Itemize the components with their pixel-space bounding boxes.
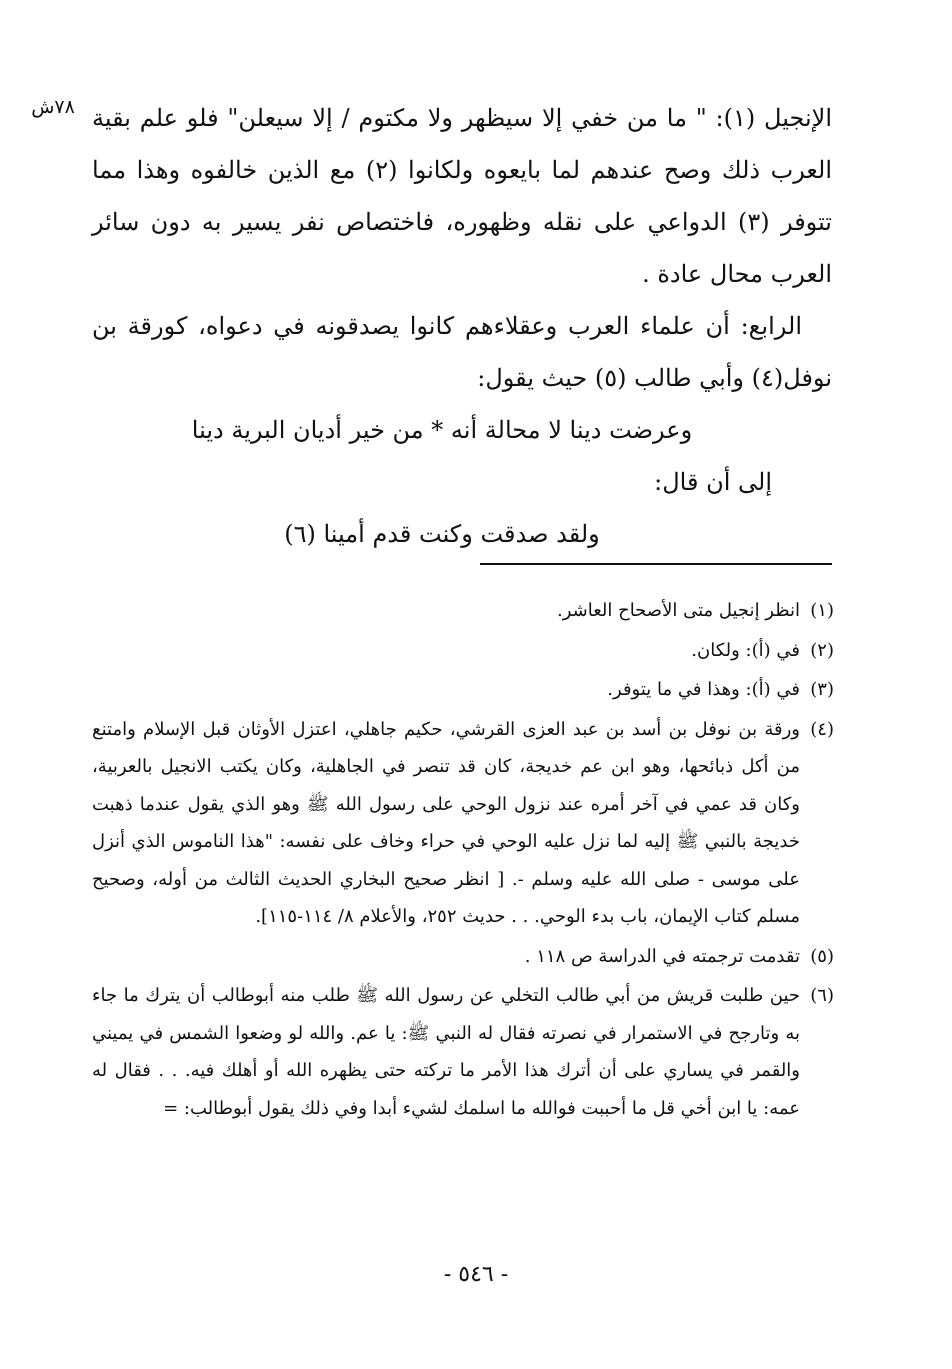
footnote-3 [92, 671, 834, 709]
main-paragraph-1: الإنجيل (١): " ما من خفي إلا سيظهر ولا مكتوم / إلا سيعلن" فلو علم بقية العرب ذلك وصح عندهم لما بايعوه ولكانوا (٢) مع الذين خالفوه وهذا مما تتوفر (٣) الدواعي على نقله وظهوره، فاختصاص نفر يسير به دون سائر العرب محال عادة . [92, 104, 833, 288]
footnote-text: حين طلبت قريش من أبي طالب التخلي عن رسول الله ﷺ طلب منه أبوطالب أن يترك ما جاء به وتارجح في الاستمرار في نصرته فقال له النبي ﷺ: يا عم. والله لو وضعوا الشمس في يميني والقمر في يساري على أن أترك هذا الأمر ما تركته حتى يظهره الله أو أهلك فيه. . . فقال له عمه: يا ابن أخي قل ما أحببت فوالله ما اسلمك لشيء أبدا وفي ذلك يقول أبوطالب: = [92, 985, 800, 1119]
footnotes [92, 592, 834, 1129]
footnote-number: (٦) [810, 985, 834, 1006]
footnote-6 [92, 977, 834, 1127]
margin-folio-note: ٧٨ش [31, 96, 75, 118]
poetry-verse-2: ولقد صدقت وكنت قدم أمينا (٦) [284, 520, 600, 548]
footnote-number: (٥) [810, 945, 834, 967]
footnote-text: ورقة بن نوفل بن أسد بن عبد العزى القرشي، حكيم جاهلي، اعتزل الأوثان قبل الإسلام وامتنع من أكل ذبائحها، وهو ابن عم خديجة، كان قد تنصر في الجاهلية، وكان يكتب الانجيل بالعربية، وكان قد عمي في آخر أمره عند نزول الوحي على رسول الله ﷺ وهو الذي يقول عندما ذهبت خديجة بالنبي ﷺ إليه لما نزل عليه الوحي في حراء وخاف على نفسه: "هذا الناموس الذي أنزل على موسى - صلى الله عليه وسلم -. [ انظر صحيح البخاري الحديث الثالث من أوله، وصحيح مسلم كتاب الإيمان، باب بدء الوحي. . . حديث ٢٥٢، والأعلام ٨/ ١١٤-١١٥]. [92, 718, 800, 927]
footnote-number: (١) [810, 600, 834, 621]
verse-intro-line: إلى أن قال: [654, 468, 772, 496]
footnote-number: (٣) [810, 679, 834, 700]
poetry-verse-1: وعرضت دينا لا محالة أنه * من خير أديان البرية دينا [191, 416, 693, 444]
footnote-2 [92, 632, 834, 670]
footnote-5 [92, 938, 834, 976]
footnote-text: في (أ): ولكان. [691, 639, 800, 661]
page-number: - ٥٤٦ - [443, 1262, 509, 1287]
footnote-text: انظر إنجيل متى الأصحاح العاشر. [556, 600, 800, 621]
footnote-number: (٤) [810, 718, 834, 740]
footnote-4 [92, 711, 834, 936]
footnote-divider [480, 563, 832, 565]
footnote-text: تقدمت ترجمته في الدراسة ص ١١٨ . [524, 945, 800, 967]
footnote-text: في (أ): وهذا في ما يتوفر. [607, 679, 800, 700]
footnote-1 [92, 592, 834, 630]
main-text [92, 92, 832, 560]
main-paragraph-2: الرابع: أن علماء العرب وعقلاءهم كانوا يصدقونه في دعواه، كورقة بن نوفل(٤) وأبي طالب (٥) حيث يقول: [92, 312, 832, 392]
footnote-number: (٢) [810, 639, 834, 661]
